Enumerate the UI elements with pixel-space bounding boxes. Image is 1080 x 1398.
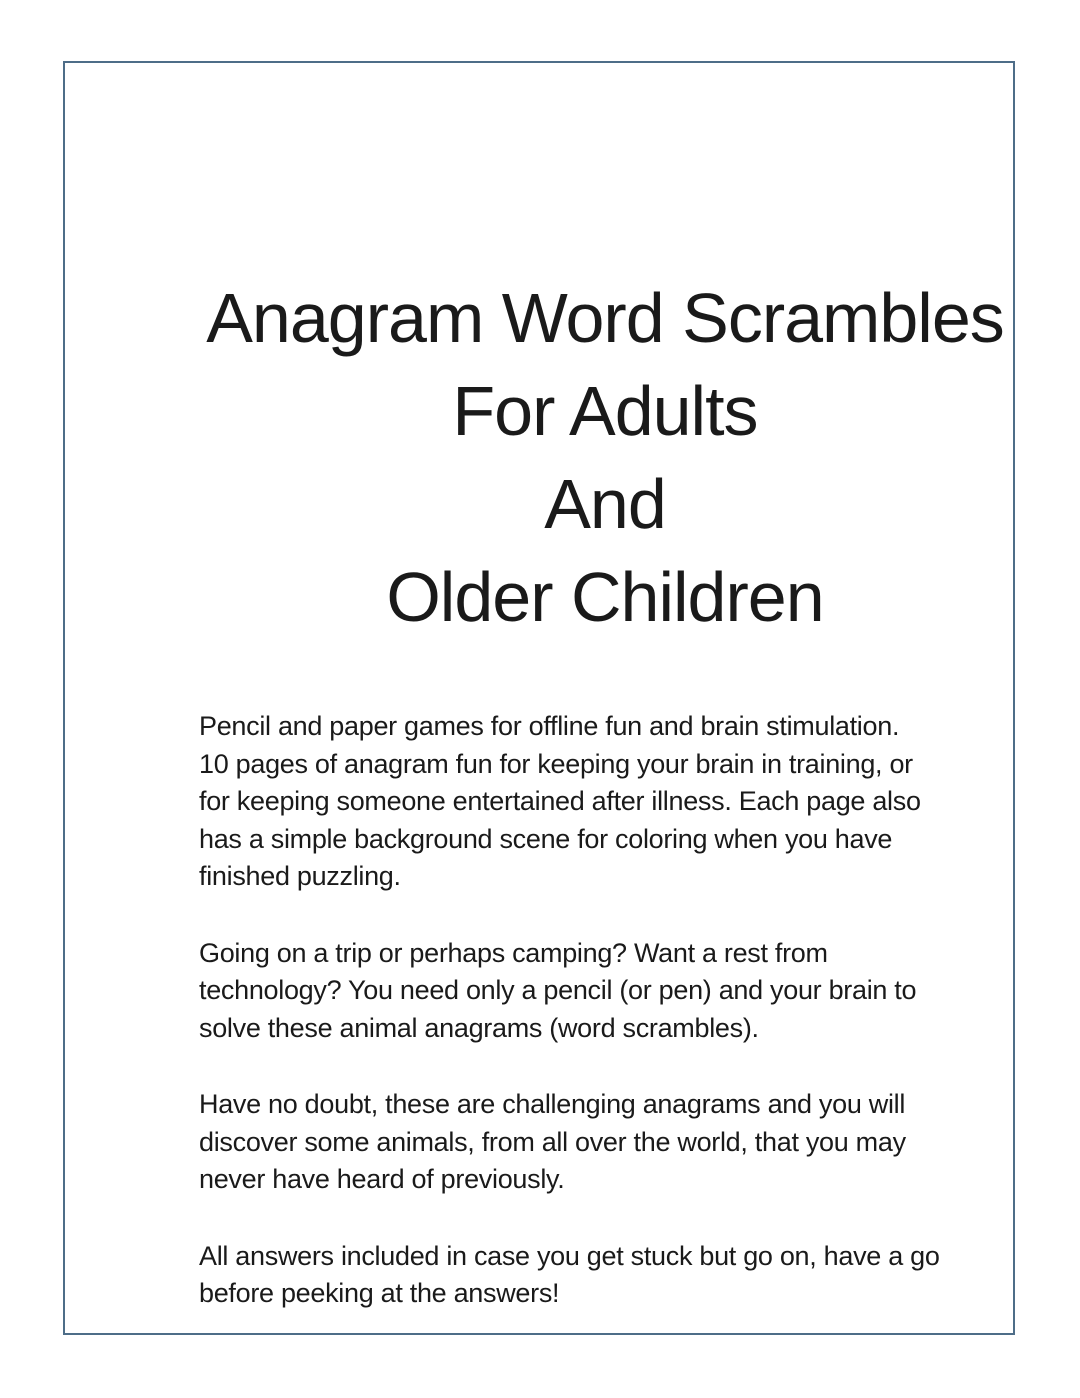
document-title xyxy=(199,272,1011,644)
text-line: finished puzzling. xyxy=(199,861,401,891)
text-line: All answers included in case you get stuck but go on, have a go xyxy=(199,1240,940,1271)
title-line: Older Children xyxy=(386,558,824,636)
text-line: solve these animal anagrams (word scrambles). xyxy=(199,1012,759,1043)
title-line: For Adults xyxy=(452,372,758,450)
title-line: And xyxy=(544,465,666,543)
text-line: Pencil and paper games for offline fun and brain stimulation. xyxy=(199,711,900,741)
paragraph xyxy=(199,1238,1011,1313)
text-line: discover some animals, from all over the world, that you may xyxy=(199,1126,906,1157)
text-line: Going on a trip or perhaps camping? Want a rest from xyxy=(199,937,828,968)
text-line: 10 pages of anagram fun for keeping your brain in training, or xyxy=(199,748,913,779)
text-line: never have heard of previously. xyxy=(199,1164,565,1194)
document-body xyxy=(199,708,1011,1313)
paragraph xyxy=(199,1086,1011,1199)
text-line: Have no doubt, these are challenging anagrams and you will xyxy=(199,1089,906,1119)
title-line: Anagram Word Scrambles xyxy=(206,279,1004,357)
text-line: technology? You need only a pencil (or pen) and your brain to xyxy=(199,975,917,1005)
text-line: before peeking at the answers! xyxy=(199,1278,560,1308)
paragraph xyxy=(199,708,1011,896)
page-border-frame xyxy=(63,61,1015,1335)
text-line: for keeping someone entertained after illness. Each page also xyxy=(199,786,921,816)
text-line: has a simple background scene for coloring when you have xyxy=(199,823,893,854)
page-content xyxy=(131,126,1079,1396)
paragraph xyxy=(199,935,1011,1048)
